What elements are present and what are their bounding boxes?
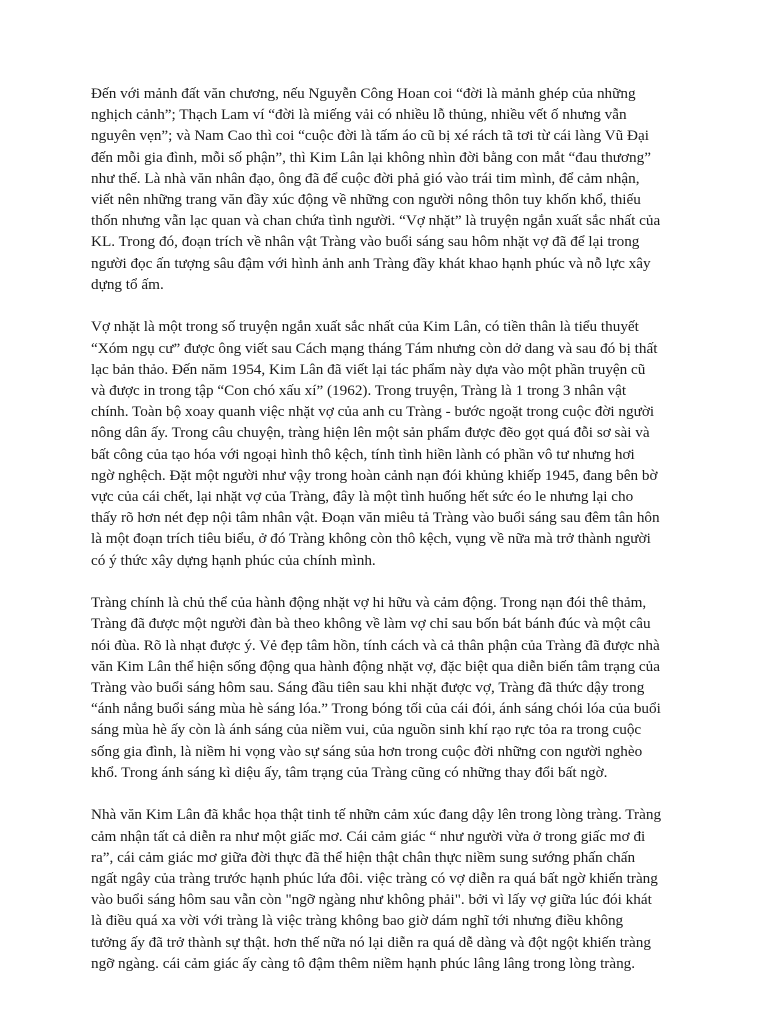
text-line: ngất ngây của tràng trước hạnh phúc lứa đôi. việc tràng có vợ diễn ra quá bất ngờ khiến tràng (91, 870, 658, 888)
text-line: là điều quá xa vời với tràng là việc tràng không bao giờ dám nghĩ tới nhưng điều không (91, 912, 624, 930)
text-line: Tràng đã được một người đàn bà theo không về làm vợ chỉ sau bốn bát bánh đúc và một câu (91, 615, 651, 633)
text-line: viết nên những trang văn đầy xúc động về những con người nông thôn tuy khốn khổ, thiếu (91, 191, 641, 209)
text-line: “Xóm ngụ cư” được ông viết sau Cách mạng tháng Tám nhưng còn dở dang và sau đó bị thất (91, 339, 658, 357)
text-line: ngỡ ngàng. cái cảm giác ấy càng tô đậm thêm niềm hạnh phúc lâng lâng trong lòng tràng. (91, 954, 636, 972)
text-line: như thế. Là nhà văn nhân đạo, ông đã để cuộc đời phả gió vào trái tim mình, để cảm nhận, (91, 169, 640, 187)
text-line: vực của cái chết, lại nhặt vợ của Tràng, đây là một tình huống hết sức éo le nhưng lại cho (91, 488, 634, 506)
text-line: bất công của tạo hóa với ngoại hình thô kệch, tính tình hiền lành có phần vô tư nhưng hơi (91, 445, 635, 463)
text-line: nghịch cảnh”; Thạch Lam ví “đời là miếng vải có nhiều lỗ thủng, nhiều vết ố nhưng vẫn (91, 106, 627, 124)
text-line: là một đoạn trích tiêu biểu, ở đó Tràng không còn thô kệch, vụng về nữa mà trở thành người (91, 530, 651, 548)
text-line: “ánh nắng buổi sáng mùa hè sáng lóa.” Trong bóng tối của cái đói, ánh sáng chói lóa của buổi (91, 700, 661, 718)
text-line: Nhà văn Kim Lân đã khắc họa thật tinh tế nhữn cảm xúc đang dậy lên trong lòng tràng. Tràng (91, 806, 662, 824)
paragraph-4 (91, 804, 681, 974)
text-line: sáng mùa hè ấy còn là ánh sáng của niềm vui, của nguồn sinh khí rạo rực tỏa ra trong cuộc (91, 721, 642, 739)
text-line: đến mỗi gia đình, mỗi số phận”, thì Kim Lân lại không nhìn đời bằng con mắt “đau thương” (91, 148, 651, 166)
text-line: văn Kim Lân thể hiện sống động qua hành động nhặt vợ, đặc biệt qua diễn biến tâm trạng của (91, 657, 660, 675)
text-line: Vợ nhặt là một trong số truyện ngắn xuất sắc nhất của Kim Lân, có tiền thân là tiểu thuyết (91, 318, 639, 336)
text-line: dựng tổ ấm. (91, 275, 164, 293)
text-line: vào buổi sáng hôm sau vẫn còn "ngỡ ngàng như không phải". bởi vì lấy vợ giữa lúc đói khát (91, 891, 652, 909)
text-line: khổ. Trong ánh sáng kì diệu ấy, tâm trạng của Tràng cũng có những thay đổi bất ngờ. (91, 763, 608, 781)
text-line: có ý thức xây dựng hạnh phúc của chính mình. (91, 551, 376, 569)
text-line: người đọc ấn tượng sâu đậm với hình ảnh anh Tràng đầy khát khao hạnh phúc và nỗ lực xây (91, 254, 651, 272)
text-line: ngờ nghệch. Đặt một người như vậy trong hoàn cảnh nạn đói khủng khiếp 1945, đang bên bờ (91, 466, 658, 484)
document-page (91, 83, 681, 995)
text-line: Tràng chính là chủ thể của hành động nhặt vợ hi hữu và cảm động. Trong nạn đói thê thảm, (91, 594, 647, 612)
text-line: nông dân ấy. Trong câu chuyện, tràng hiện lên một sản phẩm được đẽo gọt quá đỗi sơ sài và (91, 424, 650, 442)
text-line: nói đùa. Rõ là nhạt được ý. Vẻ đẹp tâm hồn, tính cách và cả thân phận của Tràng đã được nhà (91, 636, 660, 654)
text-line: Tràng vào buổi sáng hôm sau. Sáng đầu tiên sau khi nhặt được vợ, Tràng đã thức dậy trong (91, 679, 645, 697)
text-line: chính. Toàn bộ xoay quanh việc nhặt vợ của anh cu Tràng - bước ngoặt trong cuộc đời người (91, 403, 655, 421)
paragraph-1 (91, 83, 681, 295)
text-line: thấy rõ hơn nét đẹp nội tâm nhân vật. Đoạn văn miêu tả Tràng vào buổi sáng sau đêm tân hôn (91, 509, 660, 527)
text-line: tưởng ấy đã trở thành sự thật. hơn thế nữa nó lại diễn ra quá dễ dàng và đột ngột khiến tràng (91, 933, 651, 951)
text-line: cảm nhận tất cả diễn ra như một giấc mơ. Cái cảm giác “ như người vừa ở trong giấc mơ đi (91, 827, 646, 845)
text-line: nguyên vẹn”; và Nam Cao thì coi “cuộc đời là tấm áo cũ bị xé rách tã tơi từ cái làng Vũ Đại (91, 127, 649, 145)
paragraph-3 (91, 592, 681, 783)
text-line: và được in trong tập “Con chó xấu xí” (1962). Trong truyện, Tràng là 1 trong 3 nhân vật (91, 382, 627, 400)
text-line: sống gia đình, là niềm hi vọng vào sự sáng sủa hơn trong cuộc đời những con người nghèo (91, 742, 643, 760)
text-line: thốn nhưng vẫn lạc quan và chan chứa tình người. “Vợ nhặt” là truyện ngắn xuất sắc nhất của (91, 212, 661, 230)
paragraph-2 (91, 316, 681, 570)
text-line: KL. Trong đó, đoạn trích về nhân vật Tràng vào buổi sáng sau hôm nhặt vợ đã để lại trong (91, 233, 640, 251)
text-line: Đến với mảnh đất văn chương, nếu Nguyễn Công Hoan coi “đời là mảnh ghép của những (91, 85, 636, 102)
text-line: lạc bản thảo. Đến năm 1954, Kim Lân đã viết lại tác phẩm này dựa vào một phần truyện cũ (91, 360, 646, 378)
text-line: ra”, cái cảm giác mơ giữa đời thực đã thể hiện thật chân thực niềm sung sướng phấn chấn (91, 848, 636, 866)
